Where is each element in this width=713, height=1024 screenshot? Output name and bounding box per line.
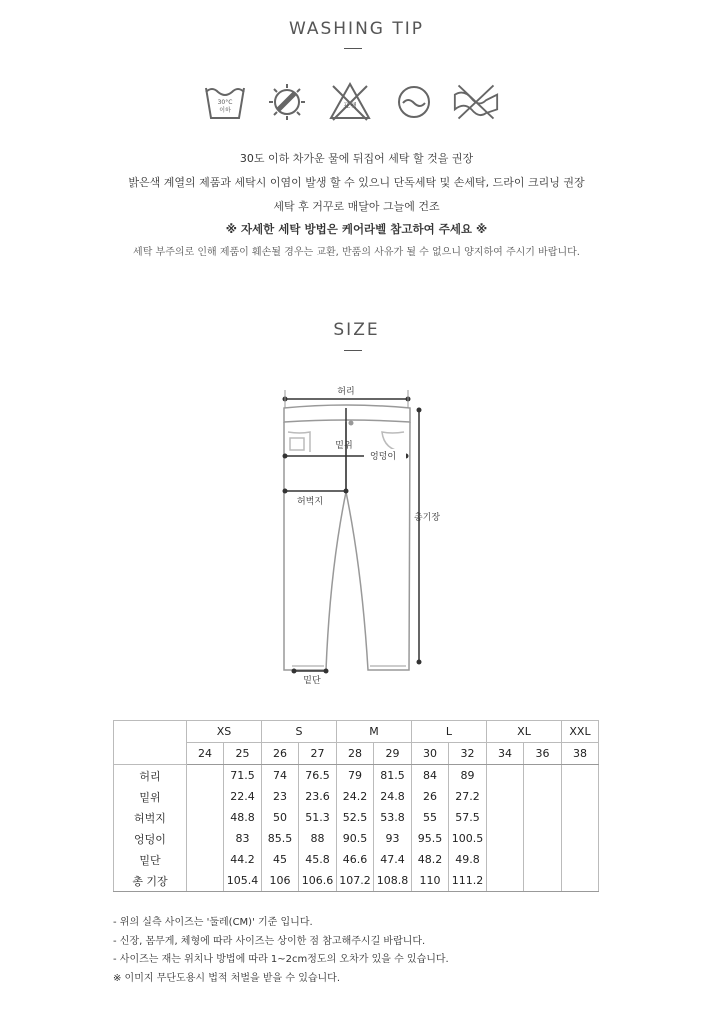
size-group-s: S xyxy=(262,721,337,743)
measurement-cell: 27.2 xyxy=(449,786,487,807)
size-col: 27 xyxy=(299,743,337,765)
thigh-label: 허벅지 xyxy=(296,497,324,507)
measurement-cell: 50 xyxy=(262,807,299,828)
size-col: 29 xyxy=(374,743,412,765)
size-note: - 사이즈는 재는 위치나 방법에 따라 1~2cm정도의 오차가 있을 수 있습니다. xyxy=(113,954,449,965)
measurement-cell: 89 xyxy=(449,765,487,787)
size-col: 38 xyxy=(562,743,599,765)
size-group-m: M xyxy=(337,721,412,743)
measurement-cell: 74 xyxy=(262,765,299,787)
measurement-cell: 108.8 xyxy=(374,870,412,892)
measurement-cell: 106.6 xyxy=(299,870,337,892)
measurement-cell: 52.5 xyxy=(337,807,374,828)
measurement-cell xyxy=(562,849,599,870)
dry-clean-icon xyxy=(391,80,437,124)
measurement-cell: 100.5 xyxy=(449,828,487,849)
size-group-row xyxy=(114,721,599,743)
size-title: SIZE xyxy=(333,320,380,340)
measurement-cell xyxy=(562,765,599,787)
care-disclaimer: 세탁 부주의로 인해 제품이 훼손될 경우는 교환, 반품의 사유가 될 수 없으니 양지하여 주시기 바랍니다. xyxy=(133,247,580,258)
care-notice: ※ 자세한 세탁 방법은 케어라벨 참고하여 주세요 ※ xyxy=(225,222,488,236)
measurement-cell: 24.2 xyxy=(337,786,374,807)
measurement-cell xyxy=(524,786,562,807)
measurement-cell: 76.5 xyxy=(299,765,337,787)
measurement-cell: 84 xyxy=(412,765,449,787)
measurement-cell: 90.5 xyxy=(337,828,374,849)
measurement-cell: 110 xyxy=(412,870,449,892)
size-table-row xyxy=(114,786,599,807)
measurement-cell: 45 xyxy=(262,849,299,870)
row-label: 총 기장 xyxy=(114,870,187,892)
bleach-label: 표백 xyxy=(343,102,357,110)
measurement-cell: 93 xyxy=(374,828,412,849)
measurement-cell: 49.8 xyxy=(449,849,487,870)
size-table-row xyxy=(114,870,599,892)
size-table-row xyxy=(114,765,599,787)
size-table-row xyxy=(114,849,599,870)
no-tumble-dry-icon xyxy=(264,80,310,124)
measurement-cell xyxy=(524,807,562,828)
measurement-cell xyxy=(524,849,562,870)
measurement-cell xyxy=(524,870,562,892)
measurement-cell xyxy=(187,870,224,892)
size-title-rule xyxy=(344,350,362,351)
size-group-xs: XS xyxy=(187,721,262,743)
measurement-cell: 55 xyxy=(412,807,449,828)
measurement-cell xyxy=(187,765,224,787)
size-notes xyxy=(113,914,449,988)
pants-diagram xyxy=(0,370,713,690)
measurement-cell xyxy=(487,786,524,807)
measurement-cell xyxy=(524,765,562,787)
measurement-cell: 23 xyxy=(262,786,299,807)
wash-temp-label: 30°C xyxy=(217,99,233,106)
row-label: 밑단 xyxy=(114,849,187,870)
size-table-row xyxy=(114,828,599,849)
size-note: - 위의 실측 사이즈는 '둘레(CM)' 기준 입니다. xyxy=(113,917,313,928)
measurement-cell xyxy=(187,807,224,828)
measurement-cell xyxy=(487,807,524,828)
size-table xyxy=(113,720,599,892)
size-group-xl: XL xyxy=(487,721,562,743)
washing-title-rule xyxy=(344,48,362,49)
row-label: 허벅지 xyxy=(114,807,187,828)
measurement-cell xyxy=(562,807,599,828)
measurement-cell: 46.6 xyxy=(337,849,374,870)
size-table-body xyxy=(114,765,599,892)
measurement-cell: 22.4 xyxy=(224,786,262,807)
row-label: 허리 xyxy=(114,765,187,787)
measurement-cell: 44.2 xyxy=(224,849,262,870)
waist-label: 허리 xyxy=(337,387,355,397)
button-dot xyxy=(349,421,354,426)
row-label: 밑위 xyxy=(114,786,187,807)
measurement-cell: 79 xyxy=(337,765,374,787)
size-col: 34 xyxy=(487,743,524,765)
measurement-cell: 47.4 xyxy=(374,849,412,870)
measurement-cell xyxy=(487,849,524,870)
wash-30-icon xyxy=(202,80,248,124)
care-line-2: 밝은색 계열의 제품과 세탁시 이염이 발생 할 수 있으니 단독세탁 및 손세탁, 드라이 크리닝 권장 xyxy=(128,176,585,189)
measurement-cell: 57.5 xyxy=(449,807,487,828)
measurement-cell xyxy=(487,870,524,892)
measurement-cell: 88 xyxy=(299,828,337,849)
size-group-xxl: XXL xyxy=(562,721,599,743)
size-note: ※ 이미지 무단도용시 법적 처벌을 받을 수 있습니다. xyxy=(113,972,341,984)
measurement-cell: 105.4 xyxy=(224,870,262,892)
row-label: 엉덩이 xyxy=(114,828,187,849)
size-col: 26 xyxy=(262,743,299,765)
measurement-cell: 95.5 xyxy=(412,828,449,849)
size-col: 24 xyxy=(187,743,224,765)
measurement-cell: 26 xyxy=(412,786,449,807)
measurement-cell: 23.6 xyxy=(299,786,337,807)
size-group-l: L xyxy=(412,721,487,743)
measurement-cell: 81.5 xyxy=(374,765,412,787)
measurement-cell xyxy=(487,765,524,787)
size-col: 36 xyxy=(524,743,562,765)
measurement-cell xyxy=(562,870,599,892)
measurement-cell xyxy=(524,828,562,849)
measurement-cell: 48.8 xyxy=(224,807,262,828)
size-number-row xyxy=(114,743,599,765)
size-col: 32 xyxy=(449,743,487,765)
rise-label: 밑위 xyxy=(335,441,353,451)
measurement-cell: 71.5 xyxy=(224,765,262,787)
hem-label: 밑단 xyxy=(303,676,321,686)
measurement-cell: 107.2 xyxy=(337,870,374,892)
care-icons xyxy=(0,80,713,124)
hip-label: 엉덩이 xyxy=(369,452,397,462)
measurement-cell: 53.8 xyxy=(374,807,412,828)
size-col: 30 xyxy=(412,743,449,765)
size-table-row xyxy=(114,807,599,828)
measurement-cell: 51.3 xyxy=(299,807,337,828)
size-corner-cell xyxy=(114,721,187,765)
measurement-cell: 45.8 xyxy=(299,849,337,870)
measurement-cell: 24.8 xyxy=(374,786,412,807)
measurement-cell: 106 xyxy=(262,870,299,892)
measurement-cell: 48.2 xyxy=(412,849,449,870)
measurement-cell: 111.2 xyxy=(449,870,487,892)
size-note: - 신장, 몸무게, 체형에 따라 사이즈는 상이한 점 참고해주시길 바랍니다. xyxy=(113,935,426,947)
care-line-3: 세탁 후 거꾸로 매달아 그늘에 건조 xyxy=(273,200,440,213)
measurement-cell xyxy=(562,786,599,807)
size-col: 25 xyxy=(224,743,262,765)
washing-tip-title: WASHING TIP xyxy=(288,19,425,39)
measurement-cell xyxy=(187,786,224,807)
measurement-cell: 85.5 xyxy=(262,828,299,849)
wash-temp-sub-label: 이하 xyxy=(219,107,231,114)
length-label: 총기장 xyxy=(413,513,441,523)
measurement-cell xyxy=(187,828,224,849)
no-bleach-icon xyxy=(327,80,373,124)
measurement-cell xyxy=(562,828,599,849)
size-col: 28 xyxy=(337,743,374,765)
no-wring-icon xyxy=(453,80,499,124)
care-line-1: 30도 이하 차가운 물에 뒤집어 세탁 할 것을 권장 xyxy=(239,152,474,165)
measurement-cell: 83 xyxy=(224,828,262,849)
measurement-cell xyxy=(187,849,224,870)
measurement-cell xyxy=(487,828,524,849)
